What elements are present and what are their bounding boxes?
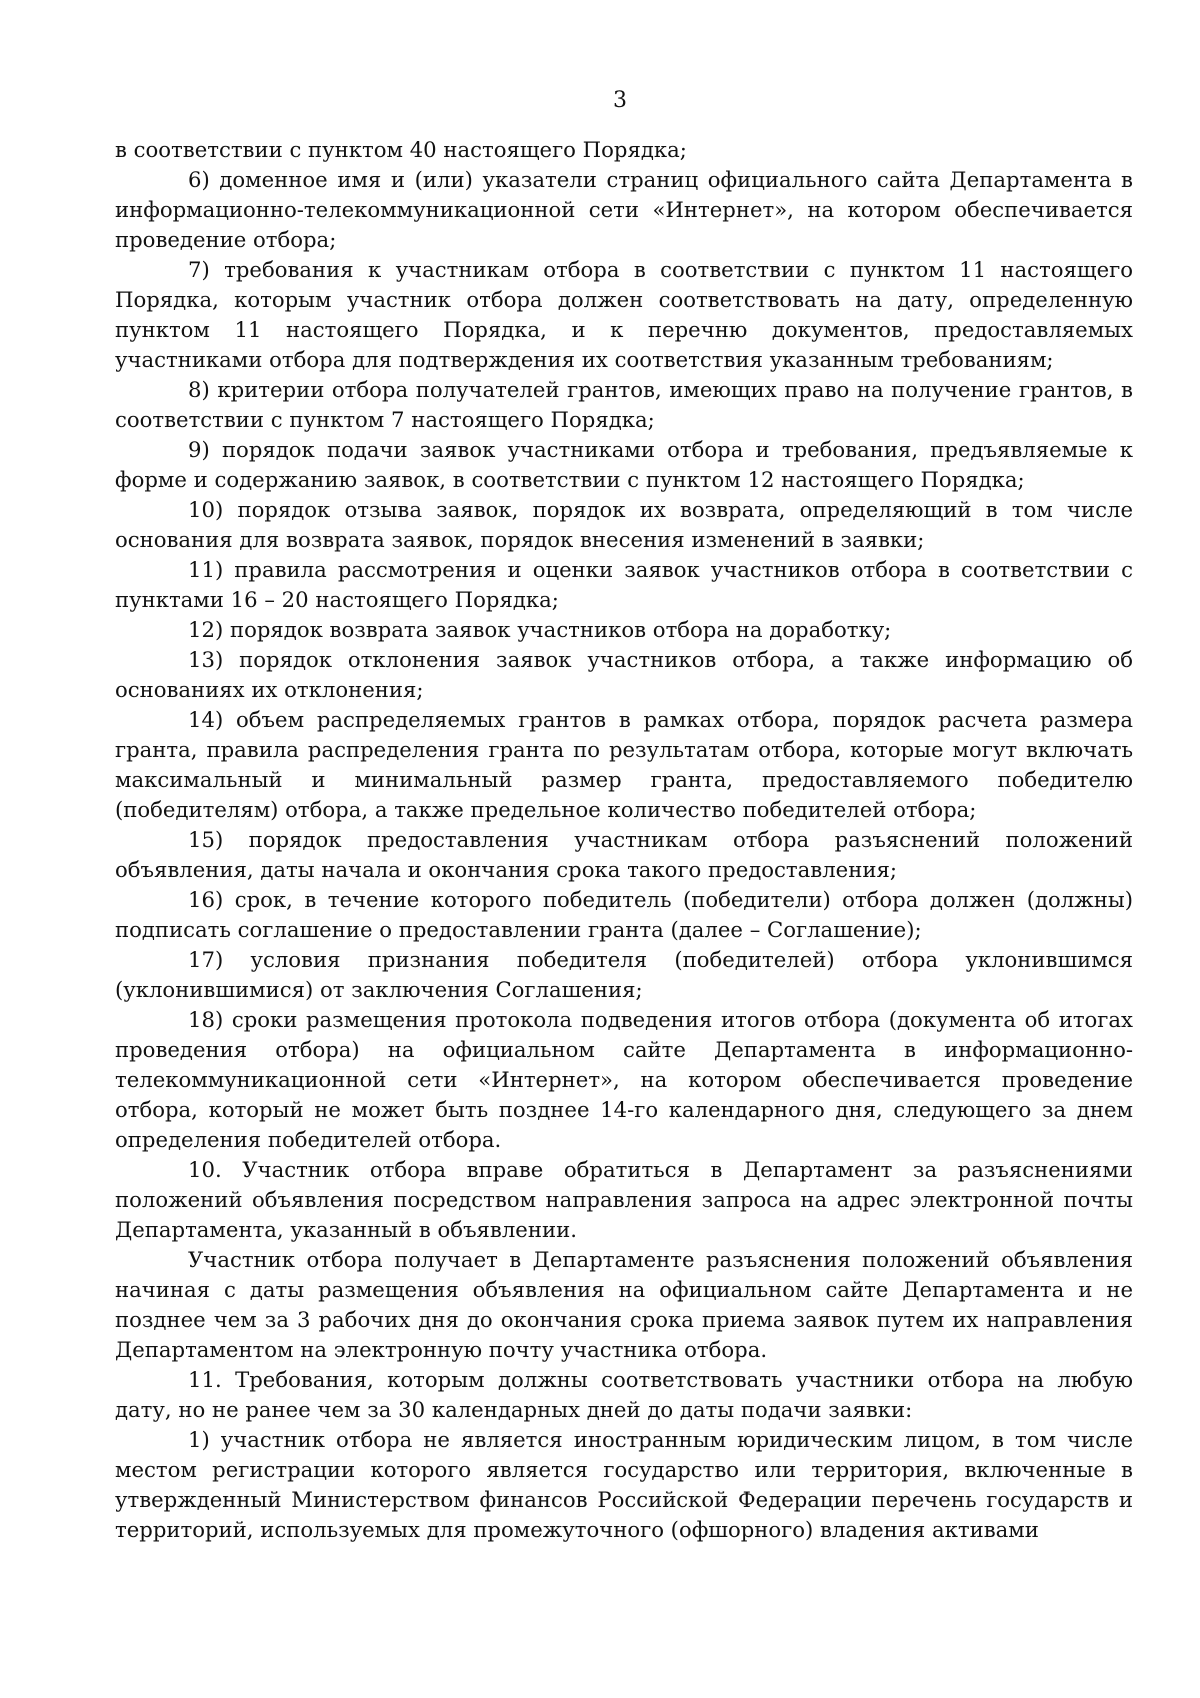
paragraph: 15) порядок предоставления участникам отбора разъяснений положений объявления, даты начала и окончания срока такого предоставления; bbox=[115, 827, 1133, 882]
paragraph: 10. Участник отбора вправе обратиться в Департамент за разъяснениями положений объявления посредством направления запроса на адрес электронной почты Департамента, указанный в объявлении. bbox=[115, 1157, 1133, 1242]
paragraph: 7) требования к участникам отбора в соответствии с пунктом 11 настоящего Порядка, которым участник отбора должен соответствовать на дату, определенную пунктом 11 настоящего Порядка, и к перечню документов, предоставляемых участниками отбора для подтверждения их соответствия указанным требованиям; bbox=[115, 257, 1133, 372]
paragraph: 16) срок, в течение которого победитель (победители) отбора должен (должны) подписать соглашение о предоставлении гранта (далее – Соглашение); bbox=[115, 887, 1133, 942]
paragraph: 8) критерии отбора получателей грантов, имеющих право на получение грантов, в соответствии с пунктом 7 настоящего Порядка; bbox=[115, 377, 1133, 432]
paragraph: 18) сроки размещения протокола подведения итогов отбора (документа об итогах проведения отбора) на официальном сайте Департамента в информационно-телекоммуникационной сети «Интернет», на котором обеспечивается проведение отбора, который не может быть позднее 14-го календарного дня, следующего за днем определения победителей отбора. bbox=[115, 1007, 1133, 1152]
paragraph: 14) объем распределяемых грантов в рамках отбора, порядок расчета размера гранта, правила распределения гранта по результатам отбора, которые могут включать максимальный и минимальный размер гранта, предоставляемого победителю (победителям) отбора, а также предельное количество победителей отбора; bbox=[115, 707, 1133, 822]
paragraph: 11. Требования, которым должны соответствовать участники отбора на любую дату, но не ранее чем за 30 календарных дней до даты подачи заявки: bbox=[115, 1367, 1133, 1422]
paragraph: 10) порядок отзыва заявок, порядок их возврата, определяющий в том числе основания для возврата заявок, порядок внесения изменений в заявки; bbox=[115, 497, 1133, 552]
paragraph: 17) условия признания победителя (победителей) отбора уклонившимся (уклонившимися) от заключения Соглашения; bbox=[115, 947, 1133, 1002]
page-number: 3 bbox=[613, 88, 627, 113]
document-body bbox=[115, 135, 1133, 1545]
paragraph: в соответствии с пунктом 40 настоящего Порядка; bbox=[115, 137, 687, 162]
paragraph: 13) порядок отклонения заявок участников отбора, а также информацию об основаниях их отклонения; bbox=[115, 647, 1133, 702]
paragraph: 9) порядок подачи заявок участниками отбора и требования, предъявляемые к форме и содержанию заявок, в соответствии с пунктом 12 настоящего Порядка; bbox=[115, 437, 1133, 492]
paragraph: 1) участник отбора не является иностранным юридическим лицом, в том числе местом регистрации которого является государство или территория, включенные в утвержденный Министерством финансов Российской Федерации перечень государств и территорий, используемых для промежуточного (офшорного) владения активами bbox=[115, 1427, 1133, 1542]
paragraph: 6) доменное имя и (или) указатели страниц официального сайта Департамента в информационно-телекоммуникационной сети «Интернет», на котором обеспечивается проведение отбора; bbox=[115, 167, 1133, 252]
paragraph: 12) порядок возврата заявок участников отбора на доработку; bbox=[188, 617, 892, 642]
paragraph: Участник отбора получает в Департаменте разъяснения положений объявления начиная с даты размещения объявления на официальном сайте Департамента и не позднее чем за 3 рабочих дня до окончания срока приема заявок путем их направления Департаментом на электронную почту участника отбора. bbox=[115, 1247, 1133, 1362]
paragraph: 11) правила рассмотрения и оценки заявок участников отбора в соответствии с пунктами 16 – 20 настоящего Порядка; bbox=[115, 557, 1133, 612]
